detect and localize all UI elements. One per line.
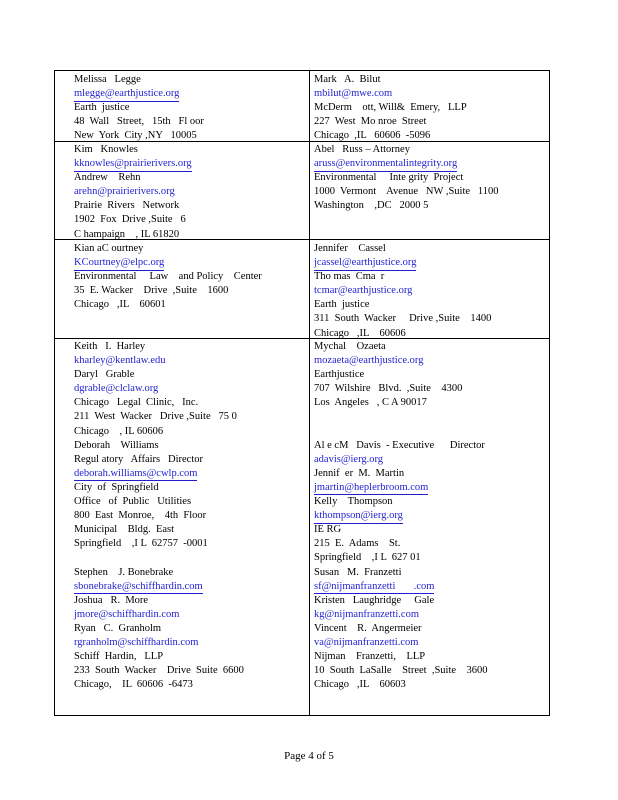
contact-line: Tho mas Cma r xyxy=(314,271,385,283)
contact-cell xyxy=(314,143,546,213)
contact-line: Abel Russ – Attorney xyxy=(314,144,410,155)
contact-line: Mark A. Bilut xyxy=(314,74,381,85)
email-line xyxy=(74,256,304,270)
email-line xyxy=(74,382,304,396)
email-line xyxy=(314,256,546,270)
contact-line: Environmental Law and Policy Center xyxy=(74,271,262,283)
email-line xyxy=(314,157,546,171)
contact-cell xyxy=(74,340,304,692)
email-line xyxy=(74,157,304,171)
email-link[interactable]: mlegge@earthjustice.org xyxy=(74,88,179,102)
column-divider xyxy=(309,71,310,715)
contact-line: Vincent R. Angermeier xyxy=(314,622,422,634)
contact-line: 35 E. Wacker Drive ,Suite 1600 xyxy=(74,285,229,297)
contact-line: Al e cM Davis - Executive Director xyxy=(314,439,485,451)
contact-cell xyxy=(314,242,546,341)
email-line xyxy=(314,608,546,622)
contact-line: 10 South LaSalle Street ,Suite 3600 xyxy=(314,665,488,677)
contact-line: Earthjustice xyxy=(314,369,365,381)
contact-line: 800 East Monroe, 4th Floor xyxy=(74,510,207,522)
contact-line: McDerm ott, Will& Emery, LLP xyxy=(314,102,467,114)
contact-line: 48 Wall Street, 15th Fl oor xyxy=(74,116,204,128)
email-link[interactable]: kharley@kentlaw.edu xyxy=(74,355,166,367)
contact-line: Kristen Laughridge Gale xyxy=(314,594,435,606)
contact-cell xyxy=(314,73,546,143)
contact-line: Schiff Hardin, LLP xyxy=(74,651,164,663)
contact-line: 233 South Wacker Drive Suite 6600 xyxy=(74,665,244,677)
contact-line: Melissa Legge xyxy=(74,74,141,85)
email-link[interactable]: deborah.williams@cwlp.com xyxy=(74,468,197,482)
contact-line: City of Springfield xyxy=(74,481,159,493)
email-link[interactable]: dgrable@clclaw.org xyxy=(74,383,159,395)
email-link[interactable]: kthompson@ierg.org xyxy=(314,510,403,524)
email-link[interactable]: kg@nijmanfranzetti.com xyxy=(314,608,420,620)
email-link[interactable]: rgranholm@schiffhardin.com xyxy=(74,636,199,648)
contact-line: Kelly Thompson xyxy=(314,496,393,508)
contact-line: Office of Public Utilities xyxy=(74,496,192,508)
contact-line: Chicago ,IL 60606 -5096 xyxy=(314,130,431,142)
contact-line: Prairie Rivers Network xyxy=(74,200,180,212)
contact-line: 211 West Wacker Drive ,Suite 75 0 xyxy=(74,411,237,423)
contact-line: Environmental Inte grity Project xyxy=(314,172,464,184)
email-link[interactable]: mozaeta@earthjustice.org xyxy=(314,355,424,367)
email-line xyxy=(314,481,546,495)
email-link[interactable]: va@nijmanfranzetti.com xyxy=(314,636,419,648)
contact-line: Earth justice xyxy=(314,299,370,311)
contact-line: Andrew Rehn xyxy=(74,172,141,184)
email-link[interactable]: adavis@ierg.org xyxy=(314,453,384,465)
contact-line: IE RG xyxy=(314,524,342,536)
contact-line: Chicago , IL 60606 xyxy=(74,425,164,437)
email-line xyxy=(74,580,304,594)
contact-line: 707 Wilshire Blvd. ,Suite 4300 xyxy=(314,383,463,395)
email-line xyxy=(74,87,304,101)
email-line xyxy=(74,636,304,650)
contact-line: Kim Knowles xyxy=(74,144,138,155)
contact-cell xyxy=(314,340,546,692)
email-line xyxy=(314,509,546,523)
contact-line: Chicago ,IL 60601 xyxy=(74,299,166,311)
email-line xyxy=(314,580,546,594)
email-line xyxy=(314,87,546,101)
contact-line: Jennif er M. Martin xyxy=(314,467,405,479)
email-line xyxy=(314,453,546,467)
email-link[interactable]: KCourtney@elpc.org xyxy=(74,257,164,271)
contact-line: Springfield ,I L 627 01 xyxy=(314,552,421,564)
email-link[interactable]: kknowles@prairierivers.org xyxy=(74,158,192,172)
contact-line: Los Angeles , C A 90017 xyxy=(314,397,427,409)
email-link[interactable]: sf@nijmanfranzetti .com xyxy=(314,581,434,595)
email-line xyxy=(74,467,304,481)
email-line xyxy=(74,354,304,368)
contact-line: Jennifer Cassel xyxy=(314,243,386,254)
email-link[interactable]: sbonebrake@schiffhardin.com xyxy=(74,581,203,595)
email-link[interactable]: jcassel@earthjustice.org xyxy=(314,257,416,271)
contact-cell xyxy=(74,73,304,143)
contact-line: 1000 Vermont Avenue NW ,Suite 1100 xyxy=(314,186,499,198)
contact-line: 227 West Mo nroe Street xyxy=(314,116,427,128)
contact-line: C hampaign , IL 61820 xyxy=(74,228,180,240)
email-link[interactable]: jmore@schiffhardin.com xyxy=(74,608,180,620)
email-link[interactable]: mbilut@mwe.com xyxy=(314,88,393,100)
blank-line xyxy=(314,410,546,424)
contact-line: 311 South Wacker Drive ,Suite 1400 xyxy=(314,313,492,325)
contact-line: Chicago ,IL 60603 xyxy=(314,679,406,691)
email-line xyxy=(74,185,304,199)
email-line xyxy=(74,608,304,622)
contact-cell xyxy=(74,143,304,242)
contact-line: 1902 Fox Drive ,Suite 6 xyxy=(74,214,186,226)
contact-line: Kian aC ourtney xyxy=(74,243,144,254)
contact-line: Chicago, IL 60606 -6473 xyxy=(74,679,193,691)
contact-line: Springfield ,I L 62757 -0001 xyxy=(74,538,208,550)
blank-line xyxy=(314,425,546,439)
contact-line: Washington ,DC 2000 5 xyxy=(314,200,429,212)
email-link[interactable]: tcmar@earthjustice.org xyxy=(314,285,413,297)
contact-line: Daryl Grable xyxy=(74,369,135,381)
email-link[interactable]: arehn@prairierivers.org xyxy=(74,186,175,198)
contact-line: Stephen J. Bonebrake xyxy=(74,566,174,578)
contact-line: Ryan C. Granholm xyxy=(74,622,162,634)
contact-cell xyxy=(74,242,304,312)
email-line xyxy=(314,636,546,650)
email-link[interactable]: jmartin@heplerbroom.com xyxy=(314,482,428,496)
contact-line: Deborah Williams xyxy=(74,439,159,451)
contact-line: Chicago ,IL 60606 xyxy=(314,327,406,339)
contact-line: Joshua R. More xyxy=(74,594,149,606)
contact-line: Earth justice xyxy=(74,102,130,114)
contact-line: 215 E. Adams St. xyxy=(314,538,401,550)
contact-line: New York City ,NY 10005 xyxy=(74,130,197,142)
blank-line xyxy=(74,551,304,565)
email-link[interactable]: aruss@environmentalintegrity.org xyxy=(314,158,457,172)
contact-line: Municipal Bldg. East xyxy=(74,524,175,536)
email-line xyxy=(314,284,546,298)
contact-line: Chicago Legal Clinic, Inc. xyxy=(74,397,199,409)
contact-line: Susan M. Franzetti xyxy=(314,566,402,578)
email-line xyxy=(314,354,546,368)
service-list-table xyxy=(54,70,550,716)
contact-line: Mychal Ozaeta xyxy=(314,341,386,352)
contact-line: Keith I. Harley xyxy=(74,341,146,352)
contact-line: Regul atory Affairs Director xyxy=(74,453,203,465)
page-number: Page 4 of 5 xyxy=(284,750,334,762)
contact-line: Nijman Franzetti, LLP xyxy=(314,651,426,663)
